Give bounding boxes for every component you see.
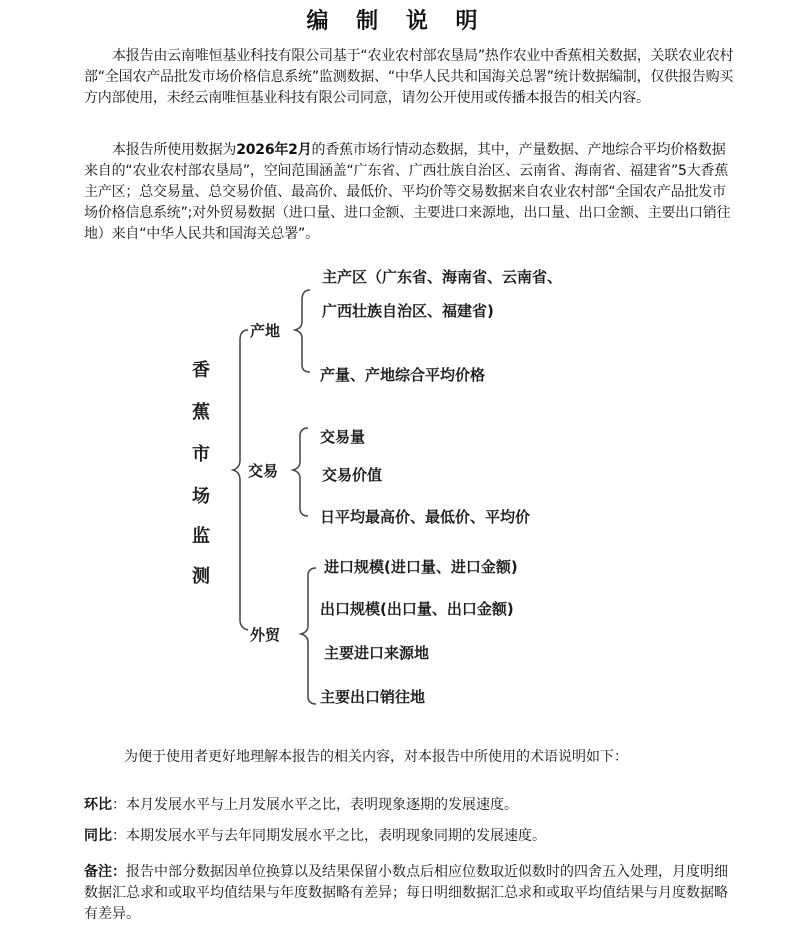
foreign-trade-item: 进口规模(进口量、进口金额): [324, 558, 518, 576]
term-text: 本期发展水平与去年同期发展水平之比，表明现象同期的发展速度。: [126, 828, 546, 844]
term-text: 报告中部分数据因单位换算以及结果保留小数点后相应位数取近似数时的四舍五入处理，月度明细数据汇总求和或取平均值结果与年度数据略有差异；每日明细数据汇总求和或取平均值结果与月度数据略有差异。: [84, 864, 728, 922]
root-brace: [233, 330, 248, 630]
root-char: 场: [192, 486, 210, 507]
paragraph-2-after: 的香蕉市场行情动态数据，其中，产量数据、产地综合平均价格数据来自的“农业农村部农垦局”，空间范围涵盖“广东省、广西壮族自治区、云南省、海南省、福建省”5大香蕉主产区；总交易量、总交易价值、最高价、最低价、平均价等交易数据来自农业农村部“全国农产品批发市场价格信息系统”;对外贸易数据（进口量、进口金额、主要进口来源地，出口量、出口金额、主要出口销往地）来自“中华人民共和国海关总署”。: [84, 142, 731, 242]
trade-item: 日平均最高价、最低价、平均价: [320, 508, 531, 526]
trade-item: 交易价值: [322, 466, 383, 484]
origin-brace: [295, 290, 310, 372]
paragraph-2-before: 本报告所使用数据为: [112, 142, 237, 158]
page-title: 编 制 说 明: [306, 9, 488, 34]
origin-item: 广西壮族自治区、福建省): [322, 302, 494, 320]
intro-paragraph-1: 本报告由云南唯恒基业科技有限公司基于“农业农村部农垦局”热作农业中香蕉相关数据，关联农业农村部“全国农产品批发市场价格信息系统”监测数据、“中华人民共和国海关总署”统计数据编制，仅供报告购买方内部使用，未经云南唯恒基业科技有限公司同意，请勿公开使用或传播本报告的相关内容。: [84, 48, 734, 106]
root-char: 监: [192, 526, 210, 547]
report-period: 2026年2月: [236, 142, 312, 158]
terms-intro: 为便于使用者更好地理解本报告的相关内容，对本报告中所使用的术语说明如下：: [124, 749, 628, 765]
foreign-trade-item: 主要出口销往地: [320, 688, 426, 706]
term-sep: ：: [112, 864, 126, 880]
root-char: 市: [192, 444, 210, 465]
foreign-trade-item: 主要进口来源地: [324, 644, 430, 662]
root-char: 测: [192, 566, 210, 587]
branch-label-trade: 交易: [248, 462, 279, 480]
origin-item: 主产区（广东省、海南省、云南省、: [322, 268, 563, 286]
term-text: 本月发展水平与上月发展水平之比，表明现象逐期的发展速度。: [126, 797, 518, 813]
term-note: [84, 862, 734, 925]
foreign-trade-item: 出口规模(出口量、出口金额): [320, 600, 514, 618]
root-char: 蕉: [192, 402, 210, 423]
term-label: 环比: [84, 797, 112, 813]
term-label: 备注: [84, 864, 112, 880]
root-char: 香: [192, 360, 210, 381]
origin-item: 产量、产地综合平均价格: [320, 366, 486, 384]
foreign-trade-brace: [301, 568, 316, 704]
term-mom: [84, 795, 734, 816]
term-sep: ：: [112, 797, 126, 813]
trade-item: 交易量: [320, 428, 366, 446]
branch-label-foreign-trade: 外贸: [250, 626, 281, 644]
trade-brace: [293, 428, 308, 516]
branch-label-origin: 产地: [250, 322, 281, 340]
term-sep: ：: [112, 828, 126, 844]
term-yoy: [84, 826, 734, 847]
term-label: 同比: [84, 828, 112, 844]
